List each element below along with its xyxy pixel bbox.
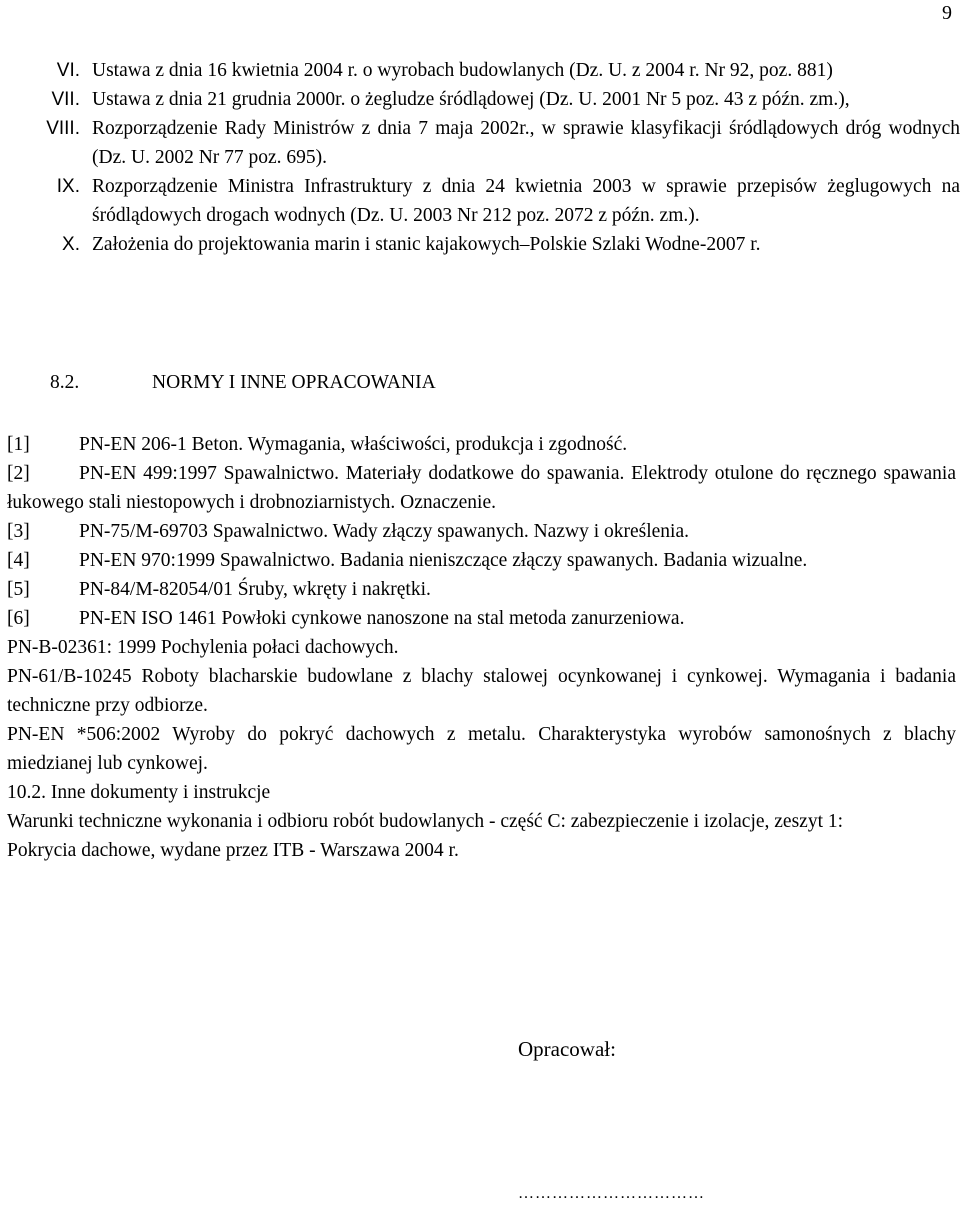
- list-item-number: VI.: [56, 60, 80, 81]
- list-item: [0, 56, 960, 85]
- list-item-text: Założenia do projektowania marin i stanic kajakowych–Polskie Szlaki Wodne-2007 r.: [92, 234, 761, 255]
- legal-acts-list: [0, 56, 960, 259]
- list-item: [0, 230, 960, 259]
- list-item-number: VIII.: [46, 118, 80, 139]
- page-number: 9: [942, 2, 952, 24]
- norm-entry: [7, 546, 956, 575]
- norm-text: PN-75/M-69703 Spawalnictwo. Wady złączy spawanych. Nazwy i określenia.: [79, 521, 689, 542]
- list-item-number: VII.: [51, 89, 80, 110]
- section-number: 8.2.: [50, 372, 80, 393]
- list-item-number: IX.: [56, 176, 80, 197]
- norm-ref: [1]: [7, 434, 30, 455]
- other-docs-heading: 10.2. Inne dokumenty i instrukcje: [7, 782, 271, 803]
- list-item-text: Rozporządzenie Rady Ministrów z dnia 7 maja 2002r., w sprawie klasyfikacji śródlądowych dróg wodnych (Dz. U. 2002 Nr 77 poz. 695).: [92, 118, 960, 168]
- list-item-text: Rozporządzenie Ministra Infrastruktury z dnia 24 kwietnia 2003 w sprawie przepisów żeglugowych na śródlądowych drogach wodnych (Dz. U. 2003 Nr 212 poz. 2072 z późn. zm.).: [92, 176, 960, 226]
- norm-text: PN-EN 499:1997 Spawalnictwo. Materiały dodatkowe do spawania. Elektrody otulone do ręcznego spawania łukowego stali niestopowych i drobnoziarnistych. Oznaczenie.: [7, 463, 956, 513]
- norm-entry: [7, 459, 956, 517]
- norm-entry: [7, 575, 956, 604]
- norm-text: PN-EN 970:1999 Spawalnictwo. Badania nieniszczące złączy spawanych. Badania wizualne.: [79, 550, 808, 571]
- norm-text: PN-EN 206-1 Beton. Wymagania, właściwości, produkcja i zgodność.: [79, 434, 628, 455]
- list-item-text: Ustawa z dnia 21 grudnia 2000r. o żegludze śródlądowej (Dz. U. 2001 Nr 5 poz. 43 z późn. zm.),: [92, 89, 850, 110]
- signature-label: Opracował:: [518, 1037, 616, 1061]
- norm-entry: [7, 517, 956, 546]
- extra-norm: PN-B-02361: 1999 Pochylenia połaci dachowych.: [7, 637, 399, 658]
- norm-ref: [5]: [7, 579, 30, 600]
- norm-entry: [7, 430, 956, 459]
- list-item-text: Ustawa z dnia 16 kwietnia 2004 r. o wyrobach budowlanych (Dz. U. z 2004 r. Nr 92, poz. 881): [92, 60, 833, 81]
- extra-norm: PN-61/B-10245 Roboty blacharskie budowlane z blachy stalowej ocynkowanej i cynkowej. Wymagania i badania techniczne przy odbiorze.: [7, 666, 956, 716]
- list-item: [0, 114, 960, 172]
- list-item: [0, 172, 960, 230]
- norm-ref: [3]: [7, 521, 30, 542]
- norm-ref: [4]: [7, 550, 30, 571]
- norm-ref: [2]: [7, 463, 30, 484]
- norm-ref: [6]: [7, 608, 30, 629]
- extra-norm: PN-EN *506:2002 Wyroby do pokryć dachowych z metalu. Charakterystyka wyrobów samonośnych z blachy miedzianej lub cynkowej.: [7, 724, 956, 774]
- norm-text: PN-EN ISO 1461 Powłoki cynkowe nanoszone na stal metoda zanurzeniowa.: [79, 608, 685, 629]
- list-item: [0, 85, 960, 114]
- other-doc-entry: Warunki techniczne wykonania i odbioru robót budowlanych - część C: zabezpieczenie i izolacje, zeszyt 1:: [7, 811, 844, 832]
- norm-entry: [7, 604, 956, 633]
- norm-text: PN-84/M-82054/01 Śruby, wkręty i nakrętki.: [79, 579, 431, 600]
- list-item-number: X.: [62, 234, 80, 255]
- signature-line: ……………………………: [518, 1185, 705, 1202]
- other-doc-entry: Pokrycia dachowe, wydane przez ITB - Warszawa 2004 r.: [7, 840, 459, 861]
- norms-body: [7, 430, 956, 865]
- section-title: NORMY I INNE OPRACOWANIA: [152, 372, 436, 393]
